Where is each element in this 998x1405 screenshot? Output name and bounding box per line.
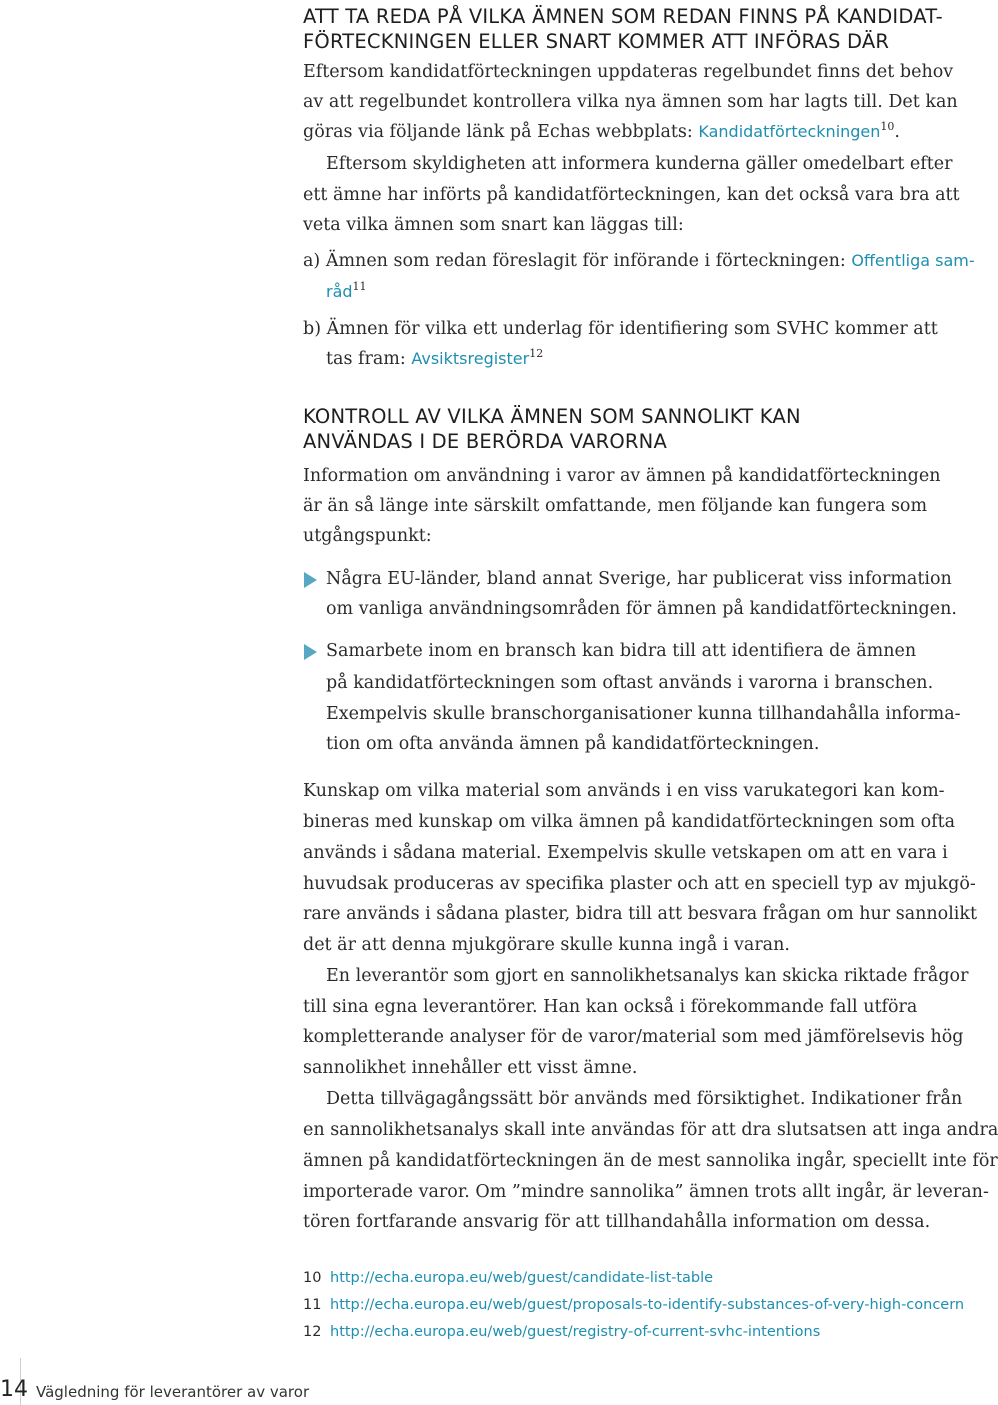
paragraph-line: Eftersom skyldigheten att informera kunderna gäller omedelbart efter — [326, 154, 953, 174]
footnote-link[interactable]: http://echa.europa.eu/web/guest/proposals-to-identify-substances-of-very-high-concern — [330, 1297, 965, 1313]
list-item-a: a) Ämnen som redan föreslagit för införande i förteckningen: Offentliga sam- — [303, 251, 975, 271]
footnote-ref: 12 — [529, 347, 544, 360]
paragraph-line: kompletterande analyser för de varor/material som med jämförelsevis hög — [303, 1027, 964, 1047]
section-heading-candidate-list: ATT TA REDA PÅ VILKA ÄMNEN SOM REDAN FINNS PÅ KANDIDAT- FÖRTECKNINGEN ELLER SNART KOMMER ATT INFÖRAS DÄR — [303, 5, 943, 53]
paragraph-line: ett ämne har införts på kandidatförteckningen, kan det också vara bra att — [303, 185, 960, 205]
paragraph-line: huvudsak produceras av specifika plaster och att en speciell typ av mjukgö- — [303, 874, 976, 894]
paragraph-line: av att regelbundet kontrollera vilka nya ämnen som har lagts till. Det kan — [303, 92, 958, 112]
bullet-item: Exempelvis skulle branschorganisationer kunna tillhandahålla informa- — [326, 704, 961, 724]
paragraph-line: Information om användning i varor av ämnen på kandidatförteckningen — [303, 466, 941, 486]
paragraph-line: utgångspunkt: — [303, 526, 432, 546]
paragraph-line: importerade varor. Om ”mindre sannolika” ämnen trots allt ingår, är leveran- — [303, 1182, 989, 1202]
footnote-link[interactable]: http://echa.europa.eu/web/guest/candidate-list-table — [330, 1270, 714, 1286]
footnote: 11 http://echa.europa.eu/web/guest/proposals-to-identify-substances-of-very-high-concern — [303, 1297, 965, 1313]
link-offentliga-samrad[interactable]: Offentliga sam- — [851, 251, 975, 270]
paragraph-line: till sina egna leverantörer. Han kan också i förekommande fall utföra — [303, 997, 918, 1017]
footnote-ref: 10 — [880, 120, 895, 133]
paragraph-line: bineras med kunskap om vilka ämnen på kandidatförteckningen som ofta — [303, 812, 956, 832]
paragraph-line: en sannolikhetsanalys skall inte användas för att dra slutsatsen att inga andra — [303, 1120, 998, 1140]
paragraph-line: Kunskap om vilka material som används i en viss varukategori kan kom- — [303, 781, 945, 801]
bullet-item: Några EU-länder, bland annat Sverige, har publicerat viss information — [326, 569, 952, 589]
link-avsiktsregister[interactable]: Avsiktsregister — [411, 349, 530, 368]
paragraph-line: Eftersom kandidatförteckningen uppdateras regelbundet finns det behov — [303, 62, 954, 82]
bullet-item: Samarbete inom en bransch kan bidra till att identifiera de ämnen — [326, 641, 917, 661]
bullet-arrow-icon — [304, 572, 317, 588]
footnote: 12 http://echa.europa.eu/web/guest/registry-of-current-svhc-intentions — [303, 1324, 821, 1340]
list-item-b: b) Ämnen för vilka ett underlag för identifiering som SVHC kommer att — [303, 319, 938, 339]
bullet-item: tion om ofta använda ämnen på kandidatförteckningen. — [326, 734, 820, 754]
paragraph-line: tören fortfarande ansvarig för att tillhandahålla information om dessa. — [303, 1212, 931, 1232]
paragraph-line: Detta tillvägagångssätt bör används med försiktighet. Indikationer från — [326, 1089, 963, 1109]
footnote-ref: 11 — [352, 280, 367, 293]
list-item-b-cont: tas fram: Avsiktsregister$^{12}$ — [326, 347, 544, 369]
paragraph-line: rare används i sådana plaster, bidra till att besvara frågan om hur sannolikt — [303, 904, 978, 924]
footnote: 10 http://echa.europa.eu/web/guest/candidate-list-table — [303, 1270, 714, 1286]
section-heading-usage: KONTROLL AV VILKA ÄMNEN SOM SANNOLIKT KAN ANVÄNDAS I DE BERÖRDA VARORNA — [303, 405, 801, 453]
paragraph-line: det är att denna mjukgörare skulle kunna ingå i varan. — [303, 935, 790, 955]
bullet-item: på kandidatförteckningen som oftast används i varorna i branschen. — [326, 673, 934, 693]
paragraph-line: En leverantör som gjort en sannolikhetsanalys kan skicka riktade frågor — [326, 966, 969, 986]
page-number: 14 — [0, 1377, 28, 1402]
bullet-arrow-icon — [304, 644, 317, 660]
link-offentliga-samrad-cont[interactable]: råd — [326, 282, 353, 301]
paragraph-line: göras via följande länk på Echas webbplats: Kandidatförteckningen$^{10}$. — [303, 120, 900, 142]
link-kandidatforteckningen[interactable]: Kandidatförteckningen — [698, 122, 881, 141]
paragraph-line: sannolikhet innehåller ett visst ämne. — [303, 1058, 638, 1078]
paragraph-line: ämnen på kandidatförteckningen än de mest sannolika ingår, speciellt inte för — [303, 1151, 998, 1171]
paragraph-line: används i sådana material. Exempelvis skulle vetskapen om att en vara i — [303, 843, 948, 863]
bullet-item: om vanliga användningsområden för ämnen på kandidatförteckningen. — [326, 599, 957, 619]
footnote-link[interactable]: http://echa.europa.eu/web/guest/registry-of-current-svhc-intentions — [330, 1324, 821, 1340]
paragraph-line: veta vilka ämnen som snart kan läggas till: — [303, 215, 684, 235]
list-item-a-cont — [326, 280, 367, 304]
document-title: Vägledning för leverantörer av varor — [36, 1383, 310, 1401]
paragraph-line: är än så länge inte särskilt omfattande, men följande kan fungera som — [303, 496, 928, 516]
